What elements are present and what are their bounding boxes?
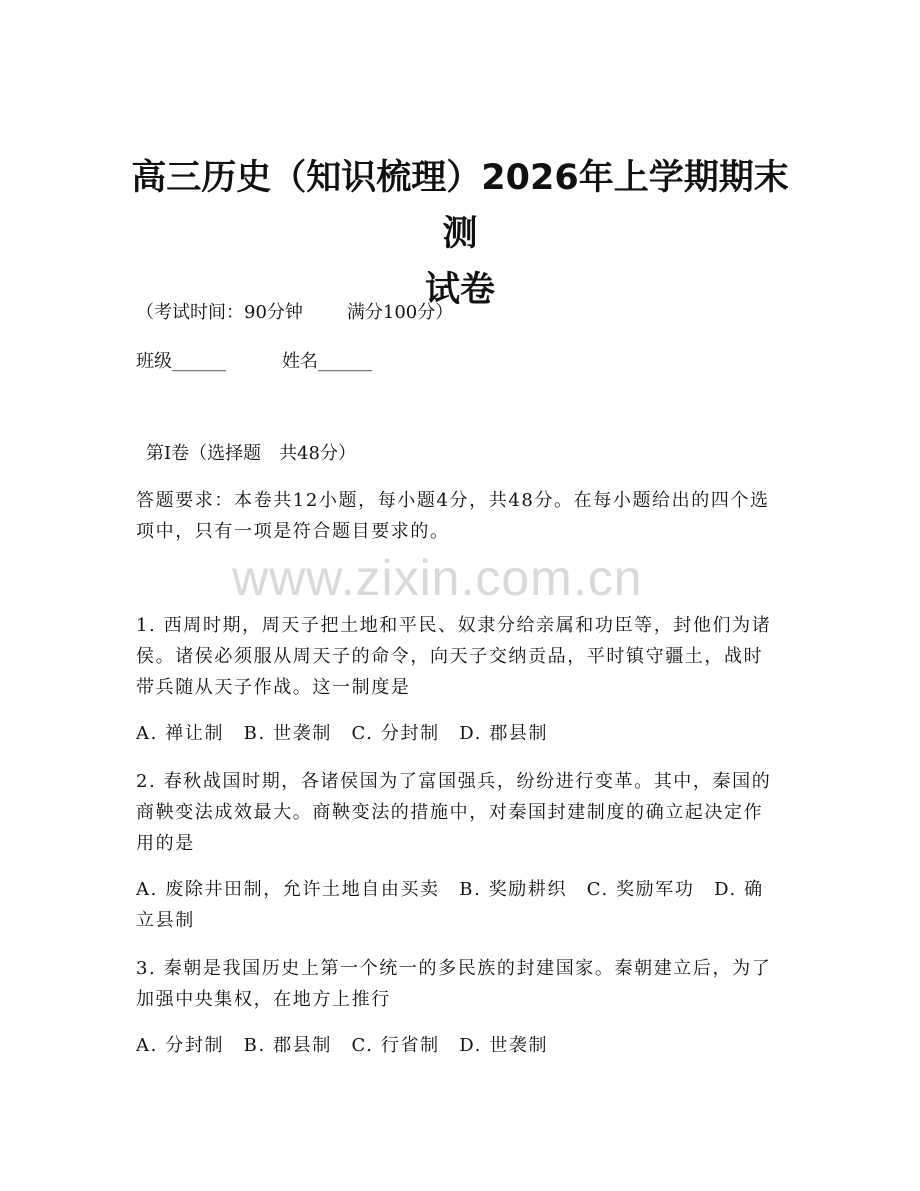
name-field: 姓名______	[282, 351, 372, 372]
exam-time: （考试时间：90分钟	[136, 302, 303, 323]
class-field: 班级______	[136, 351, 226, 372]
student-info	[136, 347, 372, 377]
question-3-stem: 3. 秦朝是我国历史上第一个统一的多民族的封建国家。秦朝建立后，为了加强中央集权，在地方上推行	[136, 958, 772, 1010]
title-line-1: 高三历史（知识梳理）2026年上学期期末测	[131, 158, 789, 254]
watermark: www.zixin.com.cn	[232, 550, 643, 606]
title-line-2: 试卷	[424, 270, 495, 310]
question-3-options: A. 分封制 B. 郡县制 C. 行省制 D. 世袭制	[136, 1035, 549, 1056]
question-2-options: A. 废除井田制，允许土地自由买卖 B. 奖励耕织 C. 奖励军功 D. 确立县制	[136, 879, 764, 931]
section-heading: 第Ⅰ卷（选择题 共48分）	[146, 443, 357, 464]
document-title	[120, 150, 800, 318]
question-1-stem: 1. 西周时期，周天子把土地和平民、奴隶分给亲属和功臣等，封他们为诸侯。诸侯必须服从周天子的命令，向天子交纳贡品，平时镇守疆土，战时带兵随从天子作战。这一制度是	[136, 615, 772, 698]
question-2-stem: 2. 春秋战国时期，各诸侯国为了富国强兵，纷纷进行变革。其中，秦国的商鞅变法成效最大。商鞅变法的措施中，对秦国封建制度的确立起决定作用的是	[136, 771, 772, 854]
exam-info	[136, 298, 453, 328]
section-instructions: 答题要求：本卷共12小题，每小题4分，共48分。在每小题给出的四个选项中，只有一项是符合题目要求的。	[136, 490, 770, 542]
exam-score: 满分100分）	[346, 302, 454, 323]
question-1-options: A. 禅让制 B. 世袭制 C. 分封制 D. 郡县制	[136, 723, 549, 744]
